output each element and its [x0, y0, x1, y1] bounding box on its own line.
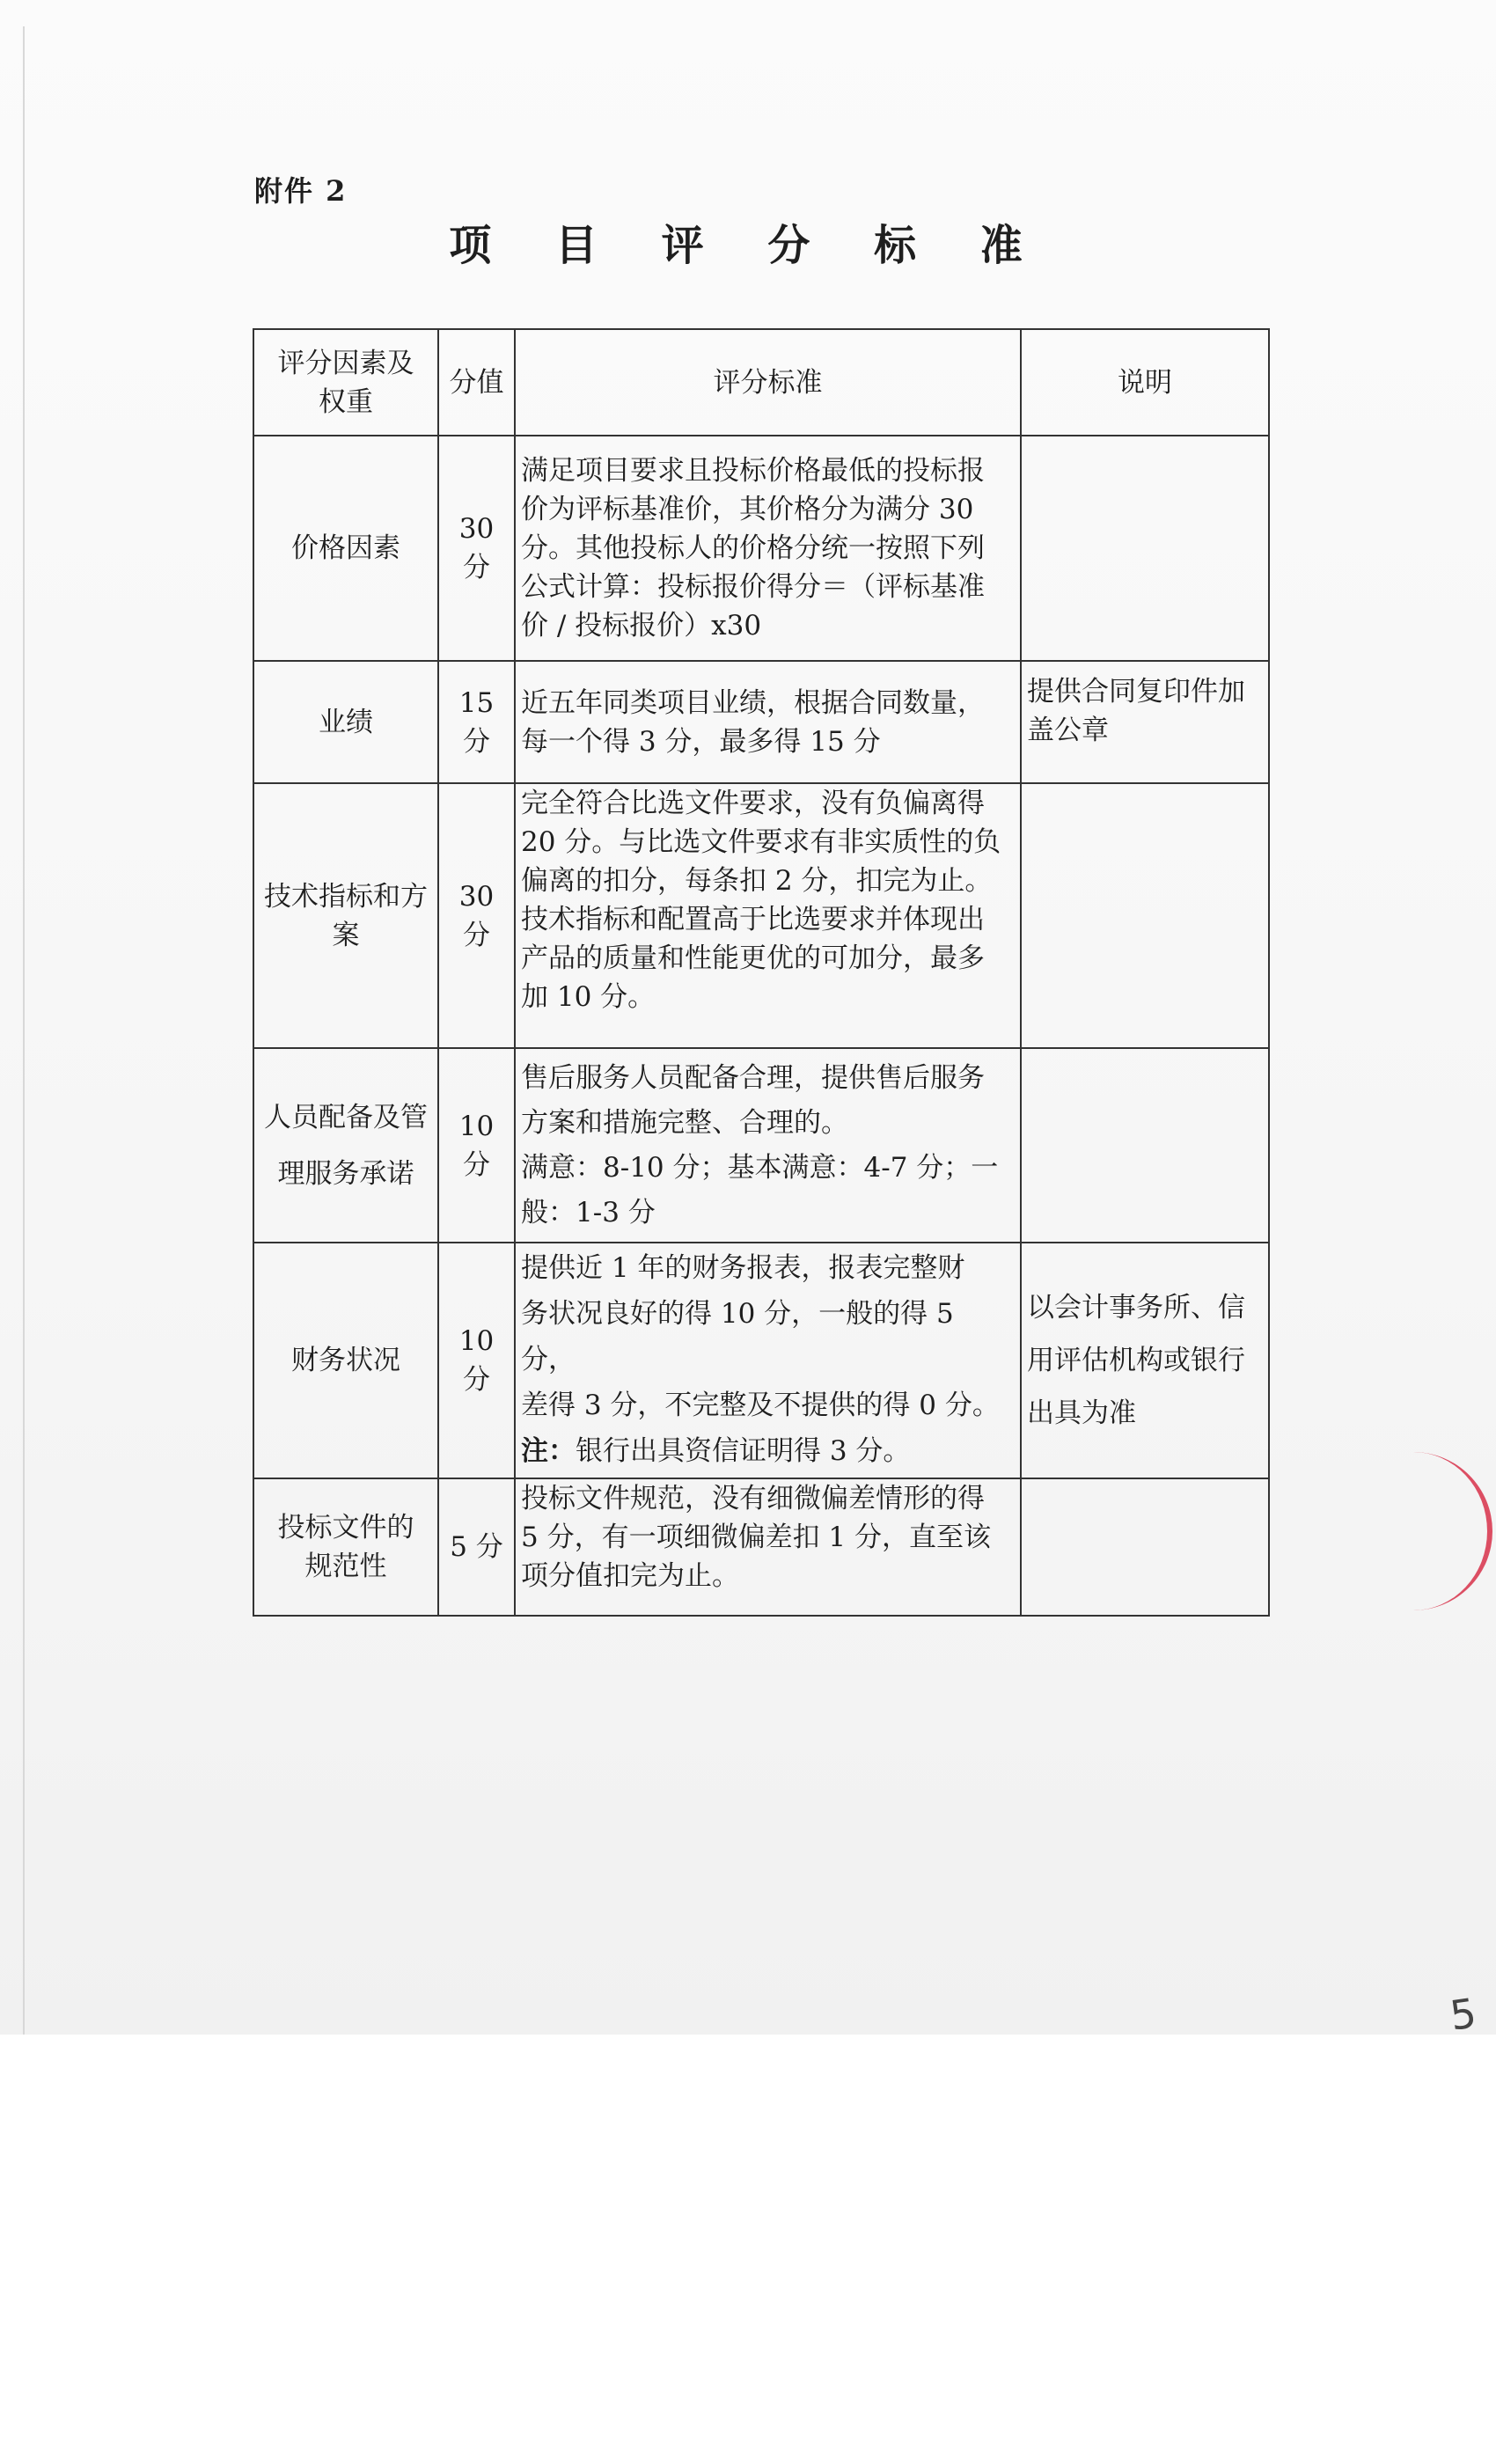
criteria-cell: 近五年同类项目业绩，根据合同数量， 每一个得 3 分，最多得 15 分: [515, 661, 1021, 783]
scan-edge-line: [23, 26, 25, 2035]
criteria-cell: 完全符合比选文件要求，没有负偏离得 20 分。与比选文件要求有非实质性的负 偏离的扣分，每条扣 2 分，扣完为止。 技术指标和配置高于比选要求并体现出 产品的质量和性能更优的可加分，最多 加 10 分。: [515, 783, 1021, 1048]
score-cell: 10 分: [438, 1243, 515, 1478]
score-cell: 5 分: [438, 1478, 515, 1616]
header-note: 说明: [1021, 329, 1269, 436]
criteria-cell: [515, 1243, 1021, 1478]
header-criteria: 评分标准: [515, 329, 1021, 436]
attachment-label: 附件 2: [254, 174, 348, 208]
factor-cell: 人员配备及管 理服务承诺: [253, 1048, 438, 1243]
table-row: [253, 1478, 1269, 1616]
header-factor: 评分因素及 权重: [253, 329, 438, 436]
header-score: 分值: [438, 329, 515, 436]
score-cell: 10 分: [438, 1048, 515, 1243]
note-cell: 以会计事务所、信 用评估机构或银行 出具为准: [1021, 1243, 1269, 1478]
factor-cell: 技术指标和方 案: [253, 783, 438, 1048]
note-cell: [1021, 1478, 1269, 1616]
criteria-note-text: 银行出具资信证明得 3 分。: [576, 1435, 911, 1467]
factor-cell: 业绩: [253, 661, 438, 783]
handwritten-page-mark: 5: [1447, 1989, 1479, 2040]
score-cell: 30 分: [438, 783, 515, 1048]
factor-cell: 投标文件的 规范性: [253, 1478, 438, 1616]
table-row: [253, 436, 1269, 661]
table-row: [253, 1243, 1269, 1478]
score-cell: 30 分: [438, 436, 515, 661]
factor-cell: 价格因素: [253, 436, 438, 661]
criteria-note-label: 注：: [521, 1435, 576, 1467]
score-cell: 15 分: [438, 661, 515, 783]
criteria-cell: 投标文件规范，没有细微偏差情形的得 5 分，有一项细微偏差扣 1 分，直至该 项分值扣完为止。: [515, 1478, 1021, 1616]
scoring-criteria-table: [253, 328, 1270, 1617]
page-title: 项 目 评 分 标 准: [449, 221, 1047, 270]
table-header-row: [253, 329, 1269, 436]
factor-cell: 财务状况: [253, 1243, 438, 1478]
note-cell: [1021, 1048, 1269, 1243]
note-cell: [1021, 436, 1269, 661]
criteria-cell: 满足项目要求且投标价格最低的投标报 价为评标基准价，其价格分为满分 30 分。其他投标人的价格分统一按照下列 公式计算：投标报价得分＝（评标基准 价 / 投标报价）x30: [515, 436, 1021, 661]
table-row: [253, 1048, 1269, 1243]
table-row: [253, 661, 1269, 783]
table-row: [253, 783, 1269, 1048]
criteria-cell: 售后服务人员配备合理，提供售后服务 方案和措施完整、合理的。 满意：8-10 分；基本满意：4-7 分；一 般：1-3 分: [515, 1048, 1021, 1243]
criteria-text: 提供近 1 年的财务报表，报表完整财 务状况良好的得 10 分，一般的得 5 分， 差得 3 分，不完整及不提供的得 0 分。: [521, 1252, 1000, 1421]
note-cell: [1021, 783, 1269, 1048]
note-cell: 提供合同复印件加 盖公章: [1021, 661, 1269, 783]
